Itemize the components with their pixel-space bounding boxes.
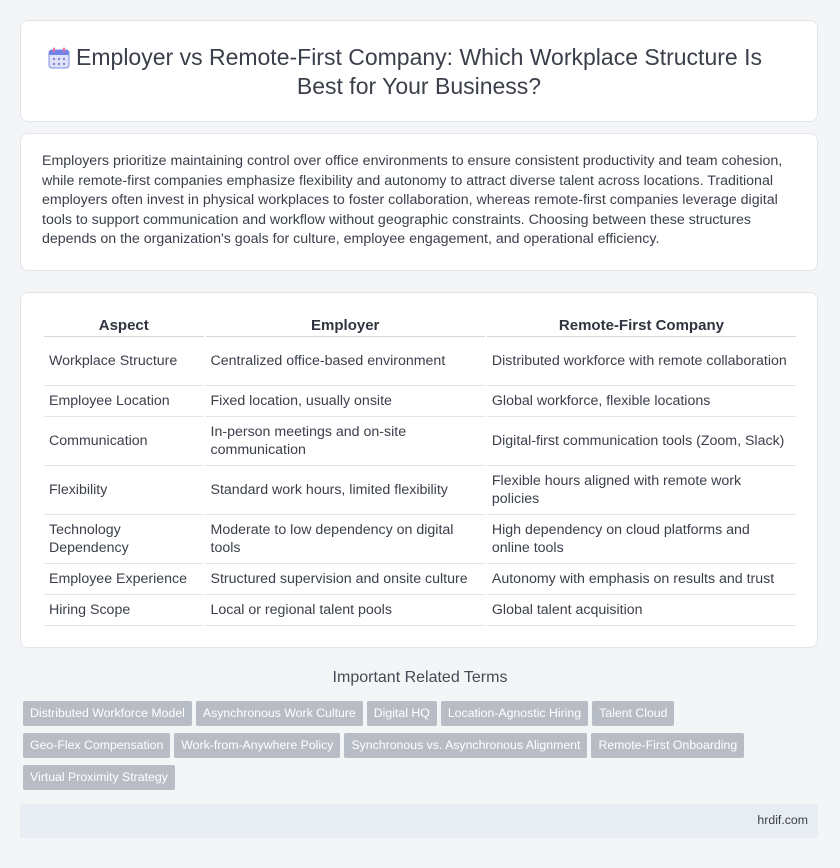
page-title: Employer vs Remote-First Company: Which Workplace Structure Is Best for Your Business? bbox=[76, 44, 762, 99]
table-cell: Standard work hours, limited flexibility bbox=[206, 466, 485, 515]
comparison-table-card bbox=[20, 292, 818, 648]
comparison-table bbox=[42, 313, 798, 626]
table-cell: Employee Location bbox=[44, 386, 204, 417]
table-row bbox=[44, 564, 796, 595]
table-cell: Hiring Scope bbox=[44, 595, 204, 626]
related-terms-list bbox=[23, 701, 823, 797]
term-tag[interactable]: Digital HQ bbox=[367, 701, 437, 726]
table-cell: Workplace Structure bbox=[44, 337, 204, 386]
header-employer: Employer bbox=[206, 313, 485, 337]
table-row bbox=[44, 337, 796, 386]
term-tag[interactable]: Distributed Workforce Model bbox=[23, 701, 192, 726]
table-cell: Structured supervision and onsite culture bbox=[206, 564, 485, 595]
term-tag[interactable]: Virtual Proximity Strategy bbox=[23, 765, 175, 790]
table-cell: High dependency on cloud platforms and online tools bbox=[487, 515, 796, 564]
term-tag[interactable]: Talent Cloud bbox=[592, 701, 674, 726]
term-tag[interactable]: Asynchronous Work Culture bbox=[196, 701, 363, 726]
table-cell: Global workforce, flexible locations bbox=[487, 386, 796, 417]
table-row bbox=[44, 515, 796, 564]
table-cell: Digital-first communication tools (Zoom, Slack) bbox=[487, 417, 796, 466]
table-cell: Technology Dependency bbox=[44, 515, 204, 564]
header-aspect: Aspect bbox=[44, 313, 204, 337]
term-tag[interactable]: Remote-First Onboarding bbox=[591, 733, 744, 758]
table-cell: Flexible hours aligned with remote work policies bbox=[487, 466, 796, 515]
intro-paragraph: Employers prioritize maintaining control over office environments to ensure consistent productivity and team cohesion, while remote-first companies emphasize flexibility and autonomy to attract diverse talent across locations. Traditional employers often invest in physical workplaces to foster collaboration, whereas remote-first companies leverage digital tools to support communication and workflow without geographic constraints. Choosing between these structures depends on the organization's goals for culture, employee engagement, and operational efficiency. bbox=[42, 153, 783, 247]
term-tag[interactable]: Work-from-Anywhere Policy bbox=[174, 733, 340, 758]
term-tag[interactable]: Synchronous vs. Asynchronous Alignment bbox=[344, 733, 587, 758]
footer-bar bbox=[20, 804, 818, 838]
header-remote-first: Remote-First Company bbox=[487, 313, 796, 337]
table-cell: Distributed workforce with remote collaboration bbox=[487, 337, 796, 386]
table-cell: Flexibility bbox=[44, 466, 204, 515]
term-tag[interactable]: Geo-Flex Compensation bbox=[23, 733, 170, 758]
intro-card bbox=[20, 133, 818, 271]
table-row bbox=[44, 386, 796, 417]
table-row bbox=[44, 417, 796, 466]
table-cell: In-person meetings and on-site communication bbox=[206, 417, 485, 466]
table-row bbox=[44, 466, 796, 515]
table-cell: Local or regional talent pools bbox=[206, 595, 485, 626]
table-cell: Moderate to low dependency on digital tools bbox=[206, 515, 485, 564]
table-cell: Employee Experience bbox=[44, 564, 204, 595]
table-cell: Global talent acquisition bbox=[487, 595, 796, 626]
table-cell: Fixed location, usually onsite bbox=[206, 386, 485, 417]
table-row bbox=[44, 595, 796, 626]
table-cell: Centralized office-based environment bbox=[206, 337, 485, 386]
footer-site-link[interactable]: hrdif.com bbox=[757, 813, 808, 827]
title-card bbox=[20, 20, 818, 122]
table-cell: Communication bbox=[44, 417, 204, 466]
table-header-row bbox=[44, 313, 796, 337]
related-terms-heading: Important Related Terms bbox=[332, 669, 508, 686]
term-tag[interactable]: Location-Agnostic Hiring bbox=[441, 701, 588, 726]
table-cell: Autonomy with emphasis on results and trust bbox=[487, 564, 796, 595]
